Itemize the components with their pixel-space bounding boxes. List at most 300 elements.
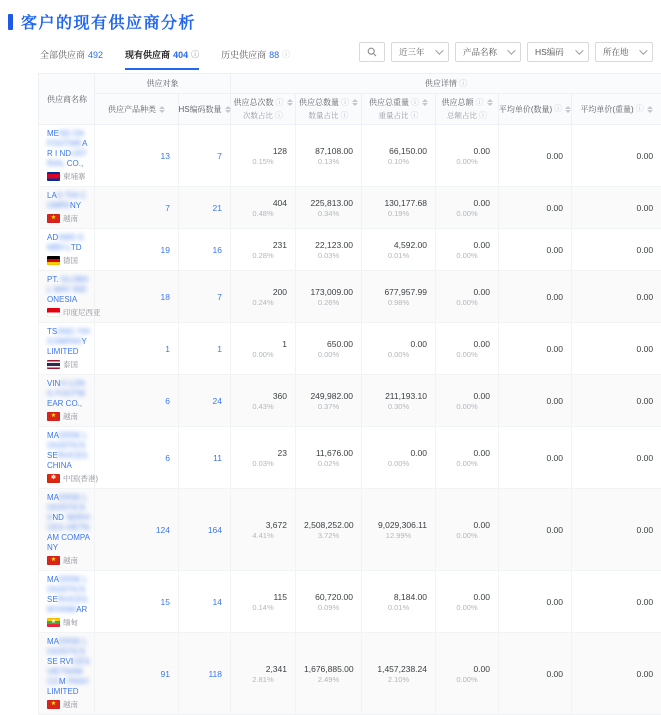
supply-times-value: 23 [239,448,287,458]
supplier-name-segment: MA [47,431,59,440]
supplier-link[interactable] [47,493,90,553]
supplier-link[interactable] [47,637,90,697]
column-header-avg-price-weight[interactable]: 平均单价(重量) ⓘ [572,94,661,125]
flag-icon [47,556,60,565]
supply-weight-percent: 0.01% [370,251,427,260]
cell-avg-price-weight [572,633,661,715]
supply-times-percent: 0.14% [239,603,287,612]
supply-times-percent: 2.81% [239,675,287,684]
cell-supply-quantity [296,375,362,427]
cell-supply-amount [436,489,499,571]
supplier-link[interactable] [47,275,90,305]
table-row [39,229,661,271]
supply-weight-value: 0.00 [370,448,427,458]
country-label [47,555,90,566]
cell-hs-codes[interactable] [179,187,231,229]
cell-hs-codes[interactable] [179,427,231,489]
supplier-cell [39,229,95,271]
country-name: 越南 [63,411,78,422]
group-header-supply-detail: 供应详情 ⓘ [231,74,661,94]
info-icon[interactable]: ⓘ [282,51,290,59]
hs-codes-value[interactable]: 16 [187,245,222,255]
hs-codes-value[interactable]: 24 [187,396,222,406]
info-icon[interactable]: ⓘ [191,51,199,59]
select-value: HS编码 [535,46,564,58]
cell-supply-amount [436,323,499,375]
supplier-link[interactable] [47,379,90,409]
supplier-name-blurred-segment: ERSK LOGISTICS A [47,493,87,522]
hs-codes-value[interactable]: 21 [187,203,222,213]
country-label [47,411,90,422]
supplier-name-blurred-segment: ERSK LOGISTICS [47,431,87,450]
cell-supply-times [231,489,296,571]
supply-weight-percent: 0.98% [370,298,427,307]
tab-label: 历史供应商 [221,48,266,61]
cell-hs-codes[interactable] [179,271,231,323]
sort-icon [422,99,428,106]
cell-product-types[interactable] [95,427,179,489]
supply-quantity-percent: 0.34% [304,209,353,218]
supply-quantity-percent: 0.26% [304,298,353,307]
supplier-name-segment: EAR CO., [47,399,82,408]
column-header-supply-quantity[interactable]: 供应总数量 ⓘ 数量占比 ⓘ [296,94,362,125]
supplier-name-segment: ONESIA [47,295,77,304]
flag-icon [47,474,60,483]
hs-codes-value[interactable]: 1 [187,344,222,354]
cell-supply-weight [362,187,436,229]
info-icon[interactable]: ⓘ [636,105,644,113]
supplier-name-blurred-segment: PANY [68,677,89,686]
avg-price-weight-value: 0.00 [580,453,653,463]
cell-supply-times [231,633,296,715]
supplier-cell [39,271,95,323]
chevron-down-icon [639,46,647,54]
info-icon[interactable]: ⓘ [411,99,419,107]
supply-times-value: 2,341 [239,664,287,674]
cell-supply-amount [436,375,499,427]
hs-codes-value[interactable]: 7 [187,151,222,161]
cell-product-types[interactable] [95,633,179,715]
product-types-value[interactable]: 13 [103,151,170,161]
cell-avg-price-quantity [499,633,572,715]
tab-history-suppliers[interactable] [221,48,290,70]
location-select[interactable] [595,42,653,62]
cell-product-types[interactable] [95,187,179,229]
avg-price-weight-value: 0.00 [580,669,653,679]
cell-avg-price-weight [572,571,661,633]
supplier-name-segment: AR [76,605,87,614]
cell-avg-price-weight [572,323,661,375]
supplier-link[interactable] [47,233,90,253]
cell-avg-price-weight [572,271,661,323]
tab-count: 88 [269,50,279,60]
supplier-name-segment: CHINA [47,461,72,470]
supplier-cell [39,323,95,375]
flag-icon [47,618,60,627]
sort-icon [487,99,493,106]
sort-icon [352,99,358,106]
country-name: 越南 [63,213,78,224]
country-name: 德国 [63,255,78,266]
cell-hs-codes[interactable] [179,489,231,571]
cell-supply-quantity [296,187,362,229]
cell-avg-price-quantity [499,125,572,187]
info-icon[interactable]: ⓘ [459,79,467,88]
supply-weight-value: 9,029,306.11 [370,520,427,530]
supply-weight-percent: 0.30% [370,402,427,411]
supply-quantity-percent: 3.72% [304,531,353,540]
cell-product-types[interactable] [95,375,179,427]
supply-amount-percent: 0.00% [444,298,490,307]
table-row [39,271,661,323]
supply-amount-value: 0.00 [444,448,490,458]
supply-times-percent: 0.15% [239,157,287,166]
avg-price-weight-value: 0.00 [580,151,653,161]
product-types-value[interactable]: 19 [103,245,170,255]
cell-supply-quantity [296,125,362,187]
table-body [39,125,661,715]
supplier-name-segment: PT. [47,275,61,284]
country-label [47,473,90,484]
supplier-cell [39,375,95,427]
supplier-name-blurred-segment: ERSK LOGISTICS [47,575,87,594]
flag-icon [47,700,60,709]
column-header-product-types[interactable]: 供应产品种类 [95,94,179,125]
country-name: 柬埔寨 [63,171,86,182]
supplier-name-segment: TS [47,327,57,336]
supply-amount-percent: 0.00% [444,402,490,411]
supply-times-value: 1 [239,339,287,349]
supplier-name-segment: TD [71,243,82,252]
supply-amount-percent: 0.00% [444,350,490,359]
supplier-link[interactable] [47,129,90,169]
cell-supply-weight [362,375,436,427]
table-row [39,187,661,229]
cell-supply-times [231,271,296,323]
cell-supply-times [231,323,296,375]
column-header-supply-times[interactable]: 供应总次数 ⓘ 次数占比 ⓘ [231,94,296,125]
supplier-name-blurred-segment: AMS GMBH L [47,233,84,252]
product-types-value[interactable]: 124 [103,525,170,535]
supply-times-value: 404 [239,198,287,208]
supply-quantity-value: 249,982.00 [304,391,353,401]
tab-count: 404 [173,50,188,60]
flag-icon [47,412,60,421]
country-name: 印度尼西亚 [63,307,101,318]
supply-quantity-value: 1,676,885.00 [304,664,353,674]
info-icon[interactable]: ⓘ [479,112,487,120]
supply-quantity-percent: 0.13% [304,157,353,166]
hs-codes-value[interactable]: 14 [187,597,222,607]
supplier-name-blurred-segment: SERVICES VIETN [47,513,90,532]
avg-price-quantity-value: 0.00 [507,151,563,161]
country-label [47,617,90,628]
supply-weight-value: 130,177.68 [370,198,427,208]
search-button[interactable] [359,42,385,62]
supplier-link[interactable] [47,431,90,471]
cell-avg-price-weight [572,229,661,271]
column-header-supplier-name: 供应商名称 [39,74,95,125]
info-icon[interactable]: ⓘ [476,99,484,107]
tab-count: 492 [88,50,103,60]
supply-weight-value: 8,184.00 [370,592,427,602]
supply-quantity-value: 22,123.00 [304,240,353,250]
info-icon[interactable]: ⓘ [411,112,419,120]
info-icon[interactable]: ⓘ [554,105,562,113]
info-icon[interactable]: ⓘ [275,112,283,120]
supply-weight-value: 0.00 [370,339,427,349]
supplier-link[interactable] [47,191,90,211]
flag-icon [47,214,60,223]
supplier-name-segment: SE [47,595,58,604]
supply-amount-value: 0.00 [444,287,490,297]
cell-product-types[interactable] [95,323,179,375]
cell-avg-price-quantity [499,375,572,427]
hs-codes-value[interactable]: 7 [187,292,222,302]
cell-hs-codes[interactable] [179,125,231,187]
cell-supply-quantity [296,271,362,323]
avg-price-quantity-value: 0.00 [507,245,563,255]
select-value: 所在地 [603,46,629,58]
info-icon[interactable]: ⓘ [276,99,284,107]
chevron-down-icon [575,46,583,54]
supply-weight-percent: 0.00% [370,459,427,468]
country-name: 泰国 [63,359,78,370]
supply-times-value: 128 [239,146,287,156]
flag-icon [47,172,60,181]
cell-product-types[interactable] [95,229,179,271]
cell-supply-times [231,187,296,229]
cell-supply-amount [436,229,499,271]
flag-icon [47,256,60,265]
cell-supply-amount [436,571,499,633]
cell-avg-price-weight [572,489,661,571]
supply-amount-percent: 0.00% [444,209,490,218]
avg-price-quantity-value: 0.00 [507,597,563,607]
supplier-name-segment: NY [70,201,81,210]
cell-supply-quantity [296,427,362,489]
tab-all-suppliers[interactable] [40,48,103,70]
supply-quantity-value: 650.00 [304,339,353,349]
cell-supply-weight [362,271,436,323]
cell-hs-codes[interactable] [179,323,231,375]
flag-icon [47,360,60,369]
group-header-supply-target: 供应对象 [95,74,231,94]
supplier-table [38,73,661,715]
avg-price-weight-value: 0.00 [580,396,653,406]
supplier-name-segment: AR I ND [47,139,87,158]
supply-weight-percent: 0.19% [370,209,427,218]
chevron-down-icon [435,46,443,54]
info-icon[interactable]: ⓘ [341,112,349,120]
supply-weight-value: 4,592.00 [370,240,427,250]
avg-price-weight-value: 0.00 [580,344,653,354]
table-row [39,571,661,633]
sort-icon [647,106,653,113]
supplier-name-segment: AD [47,233,58,242]
cell-hs-codes[interactable] [179,375,231,427]
supply-times-value: 231 [239,240,287,250]
cell-supply-weight [362,323,436,375]
supply-times-value: 3,672 [239,520,287,530]
tab-current-suppliers[interactable] [125,48,199,70]
supplier-name-blurred-segment: H LONG FOOTW [47,379,85,398]
supplier-name-blurred-segment: O THI COMPA [47,191,86,210]
filter-bar [359,42,653,70]
sort-icon [159,106,165,113]
sort-icon [287,99,293,106]
supply-times-percent: 0.28% [239,251,287,260]
country-name: 缅甸 [63,617,78,628]
product-types-value[interactable]: 7 [103,203,170,213]
cell-supply-amount [436,187,499,229]
country-name: 越南 [63,699,78,710]
supply-quantity-percent: 0.00% [304,350,353,359]
cell-hs-codes[interactable] [179,633,231,715]
supplier-name-blurred-segment: RVICES [58,451,88,460]
supply-quantity-value: 2,508,252.00 [304,520,353,530]
flag-icon [47,308,60,317]
supplier-name-segment: Y LIMITED [47,337,87,356]
supply-times-percent: 0.03% [239,459,287,468]
hs-code-select[interactable] [527,42,589,62]
supply-weight-value: 677,957.99 [370,287,427,297]
table-row [39,489,661,571]
supply-weight-percent: 0.00% [370,350,427,359]
supply-weight-percent: 0.01% [370,603,427,612]
avg-price-weight-value: 0.00 [580,292,653,302]
cell-supply-quantity [296,229,362,271]
supply-quantity-value: 87,108.00 [304,146,353,156]
cell-product-types[interactable] [95,571,179,633]
cell-avg-price-quantity [499,427,572,489]
column-header-supply-weight[interactable]: 供应总重量 ⓘ 重量占比 ⓘ [362,94,436,125]
supply-quantity-percent: 0.09% [304,603,353,612]
supply-quantity-value: 225,813.00 [304,198,353,208]
column-header-supply-amount[interactable]: 供应总额 ⓘ 总额占比 ⓘ [436,94,499,125]
supplier-name-blurred-segment: ANG YIH COMPAN [47,327,90,346]
page-header [0,0,661,33]
avg-price-quantity-value: 0.00 [507,669,563,679]
country-name: 中国(香港) [63,473,98,484]
supplier-name-segment: SE [47,451,58,460]
cell-avg-price-weight [572,125,661,187]
avg-price-quantity-value: 0.00 [507,453,563,463]
hs-codes-value[interactable]: 164 [187,525,222,535]
product-types-value[interactable]: 15 [103,597,170,607]
product-types-value[interactable]: 6 [103,396,170,406]
column-header-hs-code-count[interactable]: HS编码数量 [179,94,231,125]
supplier-name-segment: LA [47,191,57,200]
sort-icon [565,106,571,113]
country-label [47,213,90,224]
title-accent-bar [8,14,13,30]
cell-supply-amount [436,633,499,715]
supplier-name-segment: MA [47,575,59,584]
column-header-avg-price-quantity[interactable]: 平均单价(数量) ⓘ [499,94,572,125]
supplier-cell [39,125,95,187]
country-label [47,171,90,182]
cell-supply-weight [362,633,436,715]
country-label [47,307,90,318]
avg-price-quantity-value: 0.00 [507,396,563,406]
avg-price-quantity-value: 0.00 [507,203,563,213]
supplier-link[interactable] [47,575,90,615]
supply-times-percent: 4.41% [239,531,287,540]
supply-amount-percent: 0.00% [444,531,490,540]
magnifier-icon [367,47,377,57]
supply-quantity-percent: 0.02% [304,459,353,468]
sort-icon [225,106,231,113]
product-types-value[interactable]: 18 [103,292,170,302]
cell-product-types[interactable] [95,125,179,187]
supplier-name-segment: ME [47,129,59,138]
cell-product-types[interactable] [95,489,179,571]
product-types-value[interactable]: 6 [103,453,170,463]
cell-supply-times [231,427,296,489]
cell-supply-quantity [296,633,362,715]
chevron-down-icon [507,46,515,54]
cell-product-types[interactable] [95,271,179,323]
cell-avg-price-weight [572,427,661,489]
toolbar [0,33,661,70]
cell-supply-weight [362,125,436,187]
cell-supply-times [231,125,296,187]
supplier-name-segment: ND [52,513,66,522]
supply-amount-value: 0.00 [444,391,490,401]
time-range-select[interactable] [391,42,449,62]
supplier-name-segment: SE RVI [47,657,73,666]
avg-price-quantity-value: 0.00 [507,525,563,535]
supply-weight-percent: 12.99% [370,531,427,540]
cell-supply-amount [436,427,499,489]
product-name-select[interactable] [455,42,521,62]
select-value: 近三年 [399,46,425,58]
cell-avg-price-quantity [499,229,572,271]
supply-amount-value: 0.00 [444,592,490,602]
supplier-name-blurred-segment: NG DA FOOTWE [47,129,84,148]
tab-label: 现有供应商 [125,48,170,61]
tab-bar [40,48,290,70]
supply-amount-value: 0.00 [444,520,490,530]
hs-codes-value[interactable]: 118 [187,669,222,679]
supplier-cell [39,633,95,715]
product-types-value[interactable]: 1 [103,344,170,354]
supply-amount-percent: 0.00% [444,157,490,166]
supplier-name-blurred-segment: CES VIETNAM CO [47,657,90,686]
supplier-name-segment: AM COMPANY [47,533,90,552]
table-row [39,375,661,427]
supply-quantity-percent: 0.03% [304,251,353,260]
hs-codes-value[interactable]: 11 [187,453,222,463]
info-icon[interactable]: ⓘ [341,99,349,107]
tab-label: 全部供应商 [40,48,85,61]
cell-hs-codes[interactable] [179,229,231,271]
supplier-link[interactable] [47,327,90,357]
supply-amount-percent: 0.00% [444,251,490,260]
cell-hs-codes[interactable] [179,571,231,633]
country-label [47,255,90,266]
supplier-name-blurred-segment: ERSK LOGISTICS [47,637,87,656]
supply-weight-percent: 2.10% [370,675,427,684]
cell-avg-price-quantity [499,489,572,571]
supply-quantity-percent: 0.37% [304,402,353,411]
supply-weight-percent: 0.10% [370,157,427,166]
table-row [39,427,661,489]
product-types-value[interactable]: 91 [103,669,170,679]
avg-price-weight-value: 0.00 [580,245,653,255]
cell-supply-weight [362,489,436,571]
